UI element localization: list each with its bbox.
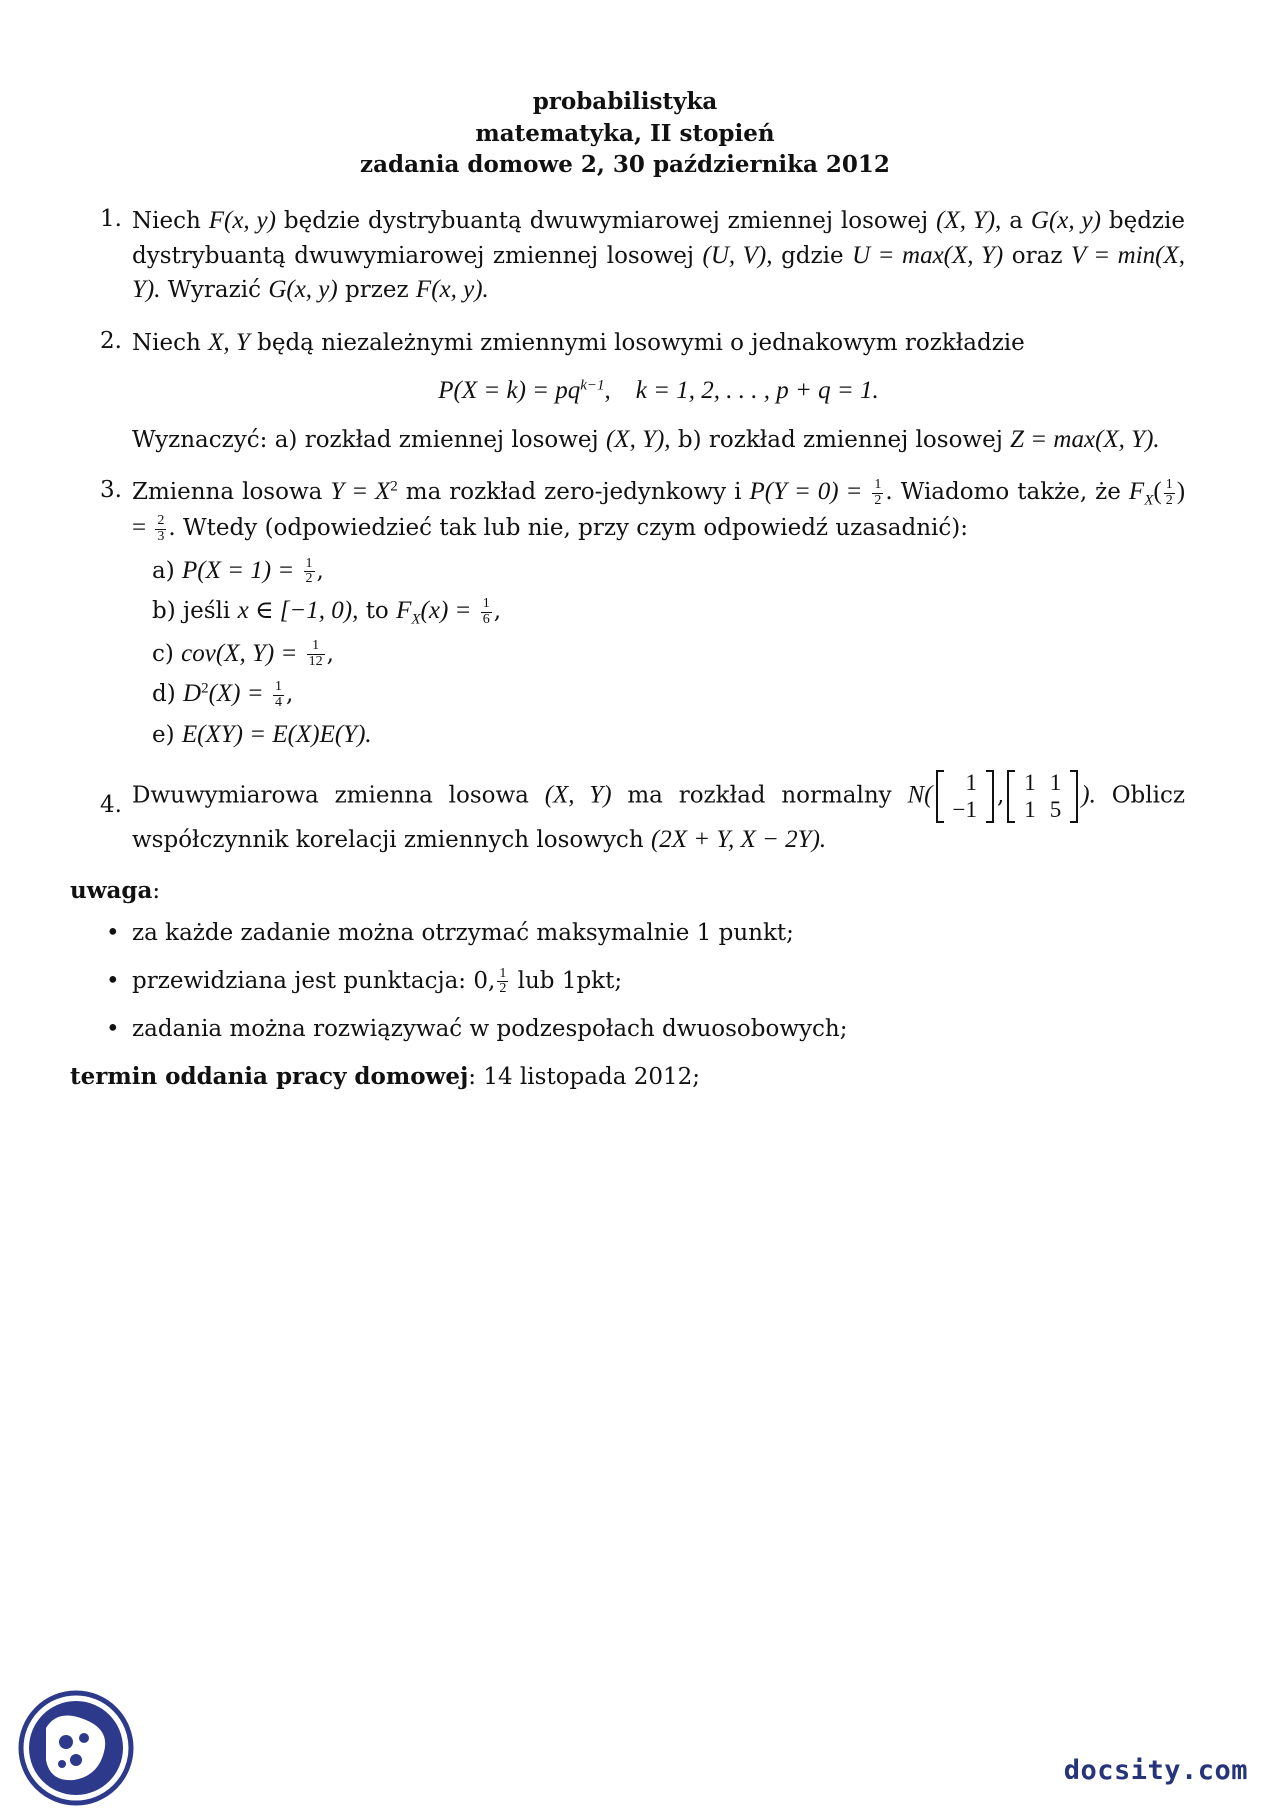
text: a — [1009, 208, 1023, 234]
fraction — [497, 967, 508, 997]
numerator: 1 — [874, 476, 882, 492]
matrix-cell: 1 — [1024, 770, 1036, 796]
deadline: termin oddania pracy domowej: 14 listopada 2012; — [70, 1063, 701, 1091]
problem-4: 4. Dwuwymiarowa zmienna losowa (X, Y) ma rozkład normalny N( 1 −1 , 1 1 1 5 ). Oblicz współczynnik korelacji zmiennych losowych (2X + Y, X − 2Y). — [100, 770, 1185, 853]
note-item — [70, 966, 1185, 998]
math: P(X = k) = pq — [438, 377, 581, 404]
matrix-cell: 1 — [965, 770, 977, 796]
numerator: 1 — [482, 596, 490, 612]
problem-2 — [70, 326, 1185, 458]
math: X, Y — [208, 328, 250, 356]
numerator: 1 — [1165, 476, 1173, 492]
text: . Wtedy (odpowiedzieć tak lub nie, przy czym odpowiedź uzasadnić): — [168, 515, 968, 542]
matrix-cell: 1 — [1024, 796, 1036, 822]
problem-number: 1. — [100, 206, 122, 232]
matrix-cell: 5 — [1049, 796, 1062, 822]
fraction — [872, 478, 883, 508]
option-e — [152, 718, 1185, 753]
text: oraz — [1011, 242, 1063, 269]
math: F — [1128, 478, 1145, 505]
option-a: a) P(X = 1) = $\frac{1}{2}$ , — [152, 555, 324, 587]
note-text: lub 1pkt; — [517, 967, 623, 994]
math-exponent: 2 — [201, 680, 209, 697]
math: G(x, y) — [1030, 207, 1101, 234]
math: D — [183, 680, 202, 708]
matrix-cell: 1 — [1049, 770, 1062, 796]
text: Dwuwymiarowa zmienna losowa — [132, 782, 529, 809]
denominator: 12 — [308, 654, 323, 670]
math: P(Y = 0) = — [749, 478, 863, 505]
text: Wyrazić — [167, 277, 261, 303]
math: F — [396, 597, 412, 625]
math: P(X = 1) = — [182, 556, 295, 584]
fraction — [481, 597, 492, 627]
text: ma rozkład zero-jedynkowy i — [405, 479, 742, 505]
deadline-label: termin oddania pracy domowej — [70, 1063, 469, 1091]
math: (X) = — [208, 680, 264, 708]
numerator: 1 — [274, 678, 282, 694]
fraction — [155, 514, 166, 544]
option-d: d) $D^2(X)$ = $\frac{1}{4}$ , — [152, 678, 294, 710]
problem-3: 3. Zmienna losowa $Y = X^2$ ma rozkład zero-jedynkowy i P(Y = 0) = $\frac{1}{2}$ . Wiadomo także, że $F_X$( $\frac{1}{2}$ ) = $\frac{2}{3}$ . Wtedy (odpowiedzieć tak lub nie, przy czym odpowiedź uzasadnić): a) P(X = 1) = $\frac{1}{2}$ , b) jeśli x ∈ [−1, 0), to $F_X(x)$ = $\frac{1}{6}$ , c) cov(X, Y) = $\frac{1}{12}$ , d) $D^2(X)$ = $\frac{1}{4}$ , e) E(XY) = E(X)E(Y). — [70, 475, 1185, 752]
denominator: 3 — [157, 528, 165, 544]
note-item — [70, 918, 1185, 950]
deadline-value: 14 listopada 2012; — [483, 1064, 701, 1091]
note-item — [70, 1014, 1185, 1046]
option-label: d) — [152, 681, 176, 708]
problem-number: 2. — [100, 327, 122, 354]
option-label: a) — [152, 557, 175, 584]
denominator: 2 — [1165, 492, 1173, 508]
numerator: 2 — [157, 513, 165, 529]
math: (U, V), — [702, 241, 773, 269]
problem-number: 3. — [100, 477, 122, 503]
text: ma rozkład normalny — [627, 782, 892, 809]
notes-list — [70, 918, 1185, 1045]
math: F(x, y). — [415, 276, 489, 303]
text: gdzie — [781, 242, 844, 269]
text: b) rozkład zmiennej losowej — [677, 426, 1003, 453]
text: będą niezależnymi zmiennymi losowymi o jednakowym rozkładzie — [257, 329, 1025, 356]
text: Niech — [132, 329, 201, 356]
display-formula — [132, 374, 1185, 409]
math: (x) = — [420, 597, 472, 625]
denominator: 2 — [305, 571, 313, 587]
fraction — [273, 680, 284, 710]
option-label: e) — [152, 721, 175, 748]
option-label: b) — [152, 598, 176, 625]
text: będzie dystrybuantą dwuwymiarowej zmiennej losowej — [283, 208, 929, 234]
math: ). — [1081, 781, 1096, 809]
fraction — [304, 557, 315, 587]
numerator: 1 — [305, 555, 313, 571]
note-text: zadania można rozwiązywać w podzespołach dwuosobowych; — [132, 1015, 848, 1042]
problem-number: 4. — [100, 792, 122, 819]
text: przez — [345, 277, 409, 303]
notes-section: uwaga: • za każde zadanie można otrzymać maksymalnie 1 punkt; • przewidziana jest punktacja: 0, $\frac{1}{2}$ lub 1pkt; • zadania można rozwiązywać w podzespołach dwuosobowych; termin oddania pracy domowej: 14 listopada 2012; — [70, 875, 1185, 1094]
fraction — [1164, 478, 1175, 508]
math: (X, Y), — [605, 425, 671, 453]
notes-label: uwaga — [70, 877, 153, 905]
denominator: 6 — [482, 611, 490, 627]
text: Oblicz — [1111, 782, 1185, 809]
docsity-logo-icon[interactable] — [18, 1690, 134, 1806]
math: Z = max(X, Y). — [1010, 425, 1160, 453]
header-assignment: zadania domowe 2, 30 października 2012 — [360, 151, 890, 179]
fraction — [307, 639, 325, 669]
math: E(XY) = E(X)E(Y). — [181, 720, 372, 748]
answer-options — [152, 554, 1185, 752]
math-subscript: X — [411, 611, 421, 628]
denominator: 2 — [874, 492, 882, 508]
math: Y = X — [330, 478, 391, 505]
math: N( — [907, 781, 933, 809]
option-b: b) jeśli x ∈ [−1, 0), to $F_X(x)$ = $\frac{1}{6}$ , — [152, 596, 502, 628]
math: , k = 1, 2, . . . , p + q = 1. — [604, 377, 879, 404]
math: (X, Y), — [936, 207, 1002, 234]
document-content — [70, 204, 1185, 1094]
text: Niech — [132, 208, 201, 234]
numerator: 1 — [307, 639, 325, 655]
math-subscript: X — [1144, 492, 1154, 509]
covariance-matrix — [1007, 770, 1078, 823]
brand-watermark[interactable]: docsity.com — [1063, 1755, 1248, 1786]
text: Zmienna losowa — [132, 479, 323, 505]
text: będzie dystrybuantą dwuwymiarowej zmiennej losowej — [132, 208, 1186, 269]
math: G(x, y) — [268, 276, 338, 303]
text: Wyznaczyć: a) rozkład zmiennej losowej — [132, 426, 599, 453]
math-exponent: 2 — [390, 478, 398, 495]
math: U = max(X, Y) — [852, 241, 1004, 269]
option-c: c) cov(X, Y) = $\frac{1}{12}$ , — [152, 638, 334, 670]
text: . Wiadomo także, że — [885, 479, 1121, 505]
math: x ∈ [−1, 0), — [237, 597, 359, 625]
numerator: 1 — [499, 965, 507, 981]
document-header — [0, 86, 1250, 181]
note-text: za każde zadanie można otrzymać maksymalnie 1 punkt; — [132, 920, 794, 947]
math: (X, Y) — [544, 781, 612, 809]
text: jeśli — [183, 598, 231, 625]
math: (2X + Y, X − 2Y). — [650, 825, 827, 853]
text: to — [365, 598, 389, 625]
option-label: c) — [152, 640, 174, 667]
math-exponent: k−1 — [580, 377, 605, 394]
matrix-cell: −1 — [952, 796, 977, 822]
mean-vector — [936, 770, 994, 823]
note-text: przewidziana jest punktacja: 0, — [132, 967, 496, 994]
math: F(x, y) — [208, 207, 276, 234]
header-course: probabilistyka — [532, 88, 718, 115]
text: współczynnik korelacji zmiennych losowych — [132, 826, 644, 853]
math: V = min(X, Y). — [132, 241, 1185, 303]
problem-1 — [70, 204, 1185, 308]
denominator: 4 — [274, 694, 282, 710]
header-program: matematyka, II stopień — [475, 119, 775, 147]
math: cov(X, Y) = — [181, 639, 298, 667]
denominator: 2 — [499, 981, 507, 997]
